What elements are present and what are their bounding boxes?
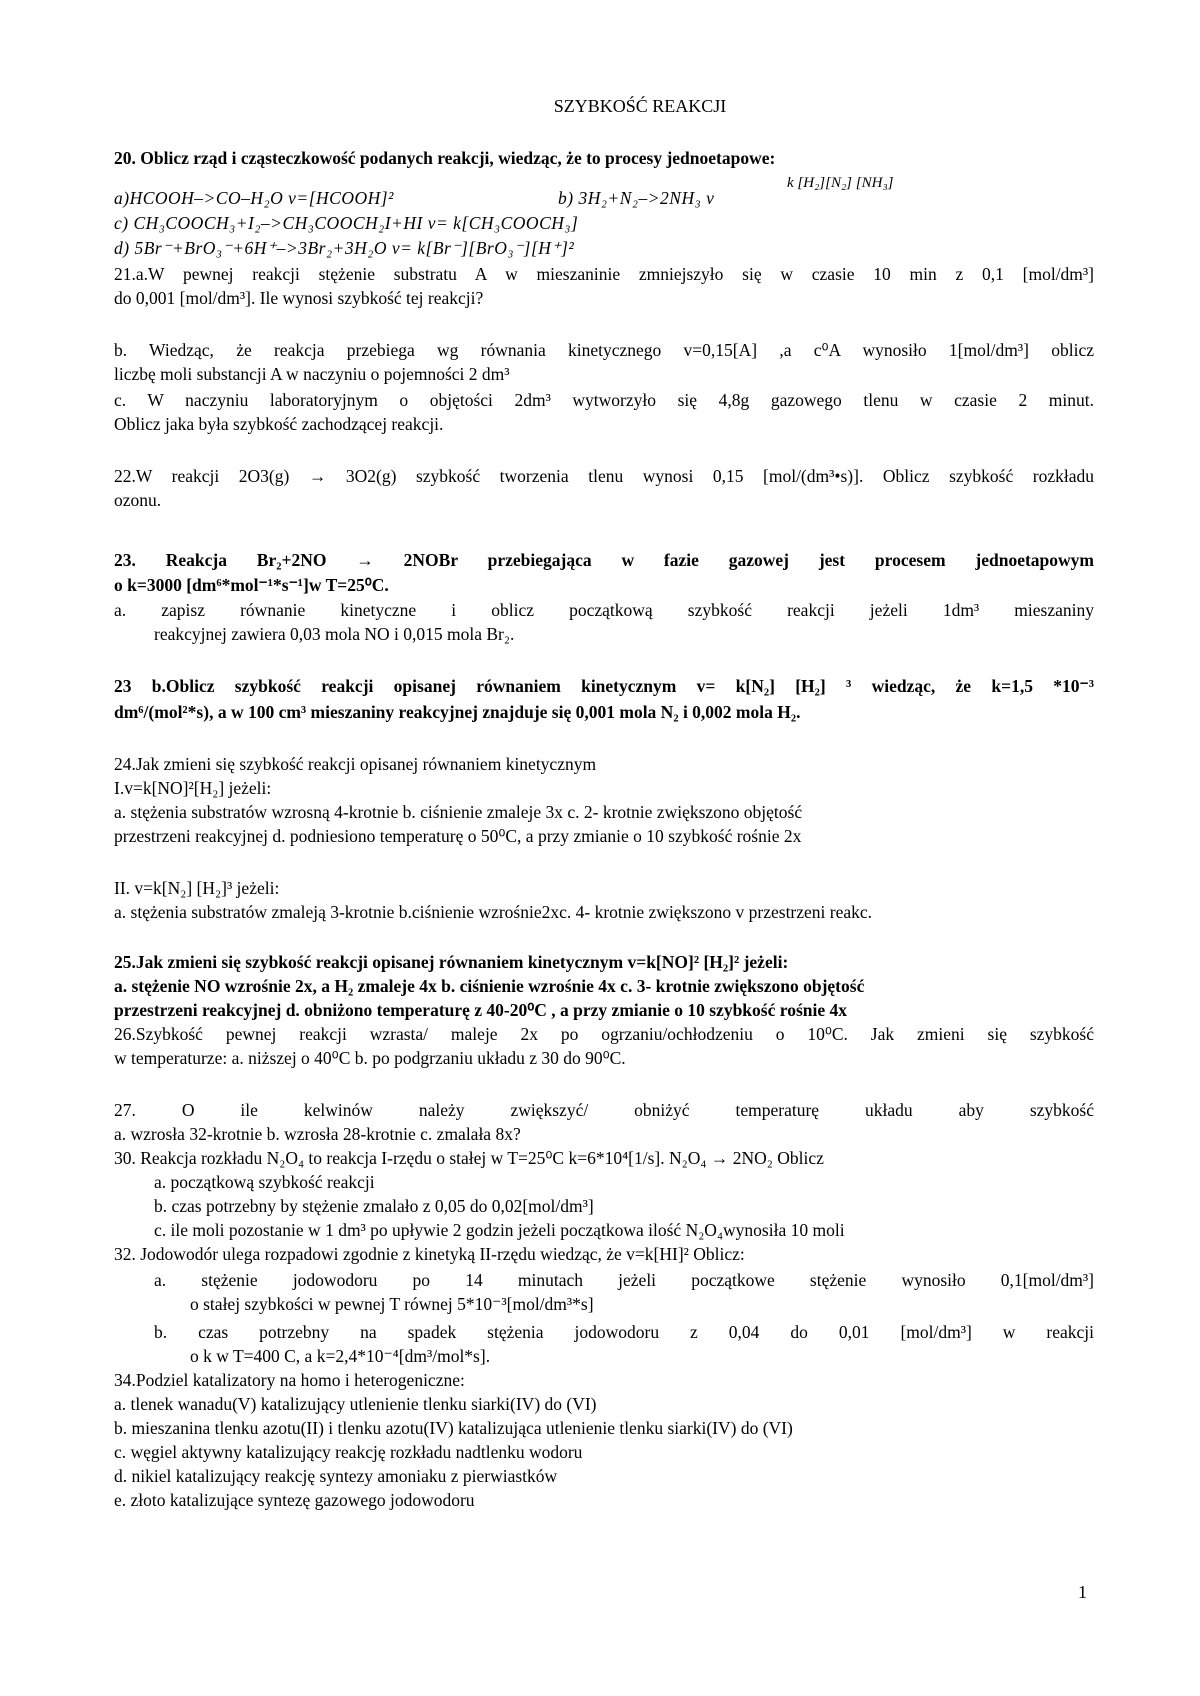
task-27-line2: a. wzrosła 32-krotnie b. wzrosła 28-krotnie c. zmalała 8x? <box>114 1124 521 1144</box>
task-26-line1: 26.Szybkość pewnej reakcji wzrasta/ maleje 2x po ogrzaniu/ochłodzeniu o 10⁰C. Jak zmieni się szybkość <box>114 1024 1094 1044</box>
task-32-a-line2: o stałej szybkości w pewnej T równej 5*10⁻³[mol/dm³*s] <box>190 1294 594 1314</box>
task-20-b: b) 3H₂+N₂–>2NH₃ ν <box>558 188 715 208</box>
task-32-line1: 32. Jodowodór ulega rozpadowi zgodnie z kinetyką II-rzędu wiedząc, że v=k[HI]² Oblicz: <box>114 1244 745 1264</box>
task-20-d: d) 5Br⁻+BrO₃⁻+6H⁺–>3Br₂+3H₂O ν= k[Br⁻][BrO₃⁻][H⁺]² <box>114 238 575 258</box>
task-20-a: a)HCOOH–>CO–H₂O ν=[HCOOH]² <box>114 188 394 208</box>
page-title: SZYBKOŚĆ REAKCJI <box>553 96 727 116</box>
task-23b-line2: dm⁶/(mol²*s), a w 100 cm³ mieszaniny reakcyjnej znajduje się 0,001 mola N₂ i 0,002 mola H₂. <box>114 702 801 722</box>
task-32-a-line1: a. stężenie jodowodoru po 14 minutach jeżeli początkowe stężenie wynosiło 0,1[mol/dm³] <box>154 1270 1094 1290</box>
task-24-line5: II. v=k[N₂] [H₂]³ jeżeli: <box>114 878 280 898</box>
task-25-line2: a. stężenie NO wzrośnie 2x, a H₂ zmaleje 4x b. ciśnienie wzrośnie 4x c. 3- krotnie zwiększono objętość <box>114 976 865 996</box>
task-21-b-line2: liczbę moli substancji A w naczyniu o pojemności 2 dm³ <box>114 364 510 384</box>
task-30-a: a. początkową szybkość reakcji <box>154 1172 375 1192</box>
task-34-b: b. mieszanina tlenku azotu(II) i tlenku azotu(IV) katalizująca utlenienie tlenku siarki(IV) do (VI) <box>114 1418 793 1438</box>
task-34-d: d. nikiel katalizujący reakcję syntezy amoniaku z pierwiastków <box>114 1466 558 1486</box>
task-24-line6: a. stężenia substratów zmaleją 3-krotnie b.ciśnienie wzrośnie2xc. 4- krotnie zwiększono v przestrzeni reakc. <box>114 902 873 922</box>
task-34-e: e. złoto katalizujące syntezę gazowego jodowodoru <box>114 1490 475 1510</box>
task-30-c: c. ile moli pozostanie w 1 dm³ po upływie 2 godzin jeżeli początkowa ilość N₂O₄wynosiła 10 moli <box>154 1220 845 1240</box>
task-21-c-line1: c. W naczyniu laboratoryjnym o objętości 2dm³ wytworzyło się 4,8g gazowego tlenu w czasie 2 minut. <box>114 390 1094 410</box>
task-22-line2: ozonu. <box>114 490 162 510</box>
task-23-a-line2: reakcyjnej zawiera 0,03 mola NO i 0,015 mola Br₂. <box>154 624 515 644</box>
task-23-a-line1: a. zapisz równanie kinetyczne i oblicz początkową szybkość reakcji jeżeli 1dm³ mieszaniny <box>114 600 1094 620</box>
task-20-heading: 20. Oblicz rząd i cząsteczkowość podanych reakcji, wiedząc, że to procesy jednoetapowe: <box>114 148 776 168</box>
task-25-line1: 25.Jak zmieni się szybkość reakcji opisanej równaniem kinetycznym v=k[NO]² [H₂]² jeżeli: <box>114 952 789 972</box>
task-20-c: c) CH₃COOCH₃+I₂–>CH₃COOCH₂I+HI ν= k[CH₃COOCH₃] <box>114 213 579 233</box>
task-23-line1: 23. Reakcja Br₂+2NO → 2NOBr przebiegająca w fazie gazowej jest procesem jednoetapowym <box>114 550 1094 570</box>
task-32-b-line1: b. czas potrzebny na spadek stężenia jodowodoru z 0,04 do 0,01 [mol/dm³] w reakcji <box>154 1322 1094 1342</box>
task-24-line2: I.v=k[NO]²[H₂] jeżeli: <box>114 778 272 798</box>
task-30-b: b. czas potrzebny by stężenie zmalało z 0,05 do 0,02[mol/dm³] <box>154 1196 594 1216</box>
task-24-line1: 24.Jak zmieni się szybkość reakcji opisanej równaniem kinetycznym <box>114 754 597 774</box>
task-34-line1: 34.Podziel katalizatory na homo i heterogeniczne: <box>114 1370 465 1390</box>
task-21-a-line1: 21.a.W pewnej reakcji stężenie substratu A w mieszaninie zmniejszyło się w czasie 10 min z 0,1 [mol/dm³] <box>114 264 1094 284</box>
task-23-line2: o k=3000 [dm⁶*mol⁻¹*s⁻¹]w T=25⁰C. <box>114 575 389 595</box>
task-21-b-line1: b. Wiedząc, że reakcja przebiega wg równania kinetycznego v=0,15[A] ,a c⁰A wynosiło 1[mol/dm³] oblicz <box>114 340 1094 360</box>
task-23b-line1: 23 b.Oblicz szybkość reakcji opisanej równaniem kinetycznym v= k[N₂] [H₂] ³ wiedząc, że k=1,5 *10⁻³ <box>114 676 1094 696</box>
task-24-line3: a. stężenia substratów wzrosną 4-krotnie b. ciśnienie zmaleje 3x c. 2- krotnie zwiększono objętość <box>114 802 803 822</box>
task-30-line1: 30. Reakcja rozkładu N₂O₄ to reakcja I-rzędu o stałej w T=25⁰C k=6*10⁴[1/s]. N₂O₄ → 2NO₂ Oblicz <box>114 1148 824 1168</box>
task-34-a: a. tlenek wanadu(V) katalizujący utlenienie tlenku siarki(IV) do (VI) <box>114 1394 597 1414</box>
task-27-line1: 27. O ile kelwinów należy zwiększyć/ obniżyć temperaturę układu aby szybkość <box>114 1100 1094 1120</box>
task-34-c: c. węgiel aktywny katalizujący reakcję rozkładu nadtlenku wodoru <box>114 1442 583 1462</box>
task-26-line2: w temperaturze: a. niższej o 40⁰C b. po podgrzaniu układu z 30 do 90⁰C. <box>114 1048 626 1068</box>
task-22-line1: 22.W reakcji 2O3(g) → 3O2(g) szybkość tworzenia tlenu wynosi 0,15 [mol/(dm³•s)]. Oblicz szybkość rozkładu <box>114 466 1094 486</box>
task-20-b-fraction: k [H₂][N₂] [NH₃] <box>787 175 894 191</box>
page-number: 1 <box>1078 1582 1087 1602</box>
task-25-line3: przestrzeni reakcyjnej d. obniżono temperaturę z 40-20⁰C , a przy zmianie o 10 szybkość rośnie 4x <box>114 1000 847 1020</box>
task-21-a-line2: do 0,001 [mol/dm³]. Ile wynosi szybkość tej reakcji? <box>114 288 484 308</box>
task-32-b-line2: o k w T=400 C, a k=2,4*10⁻⁴[dm³/mol*s]. <box>190 1346 491 1366</box>
task-24-line4: przestrzeni reakcyjnej d. podniesiono temperaturę o 50⁰C, a przy zmianie o 10 szybkość rośnie 2x <box>114 826 802 846</box>
task-21-c-line2: Oblicz jaka była szybkość zachodzącej reakcji. <box>114 414 444 434</box>
